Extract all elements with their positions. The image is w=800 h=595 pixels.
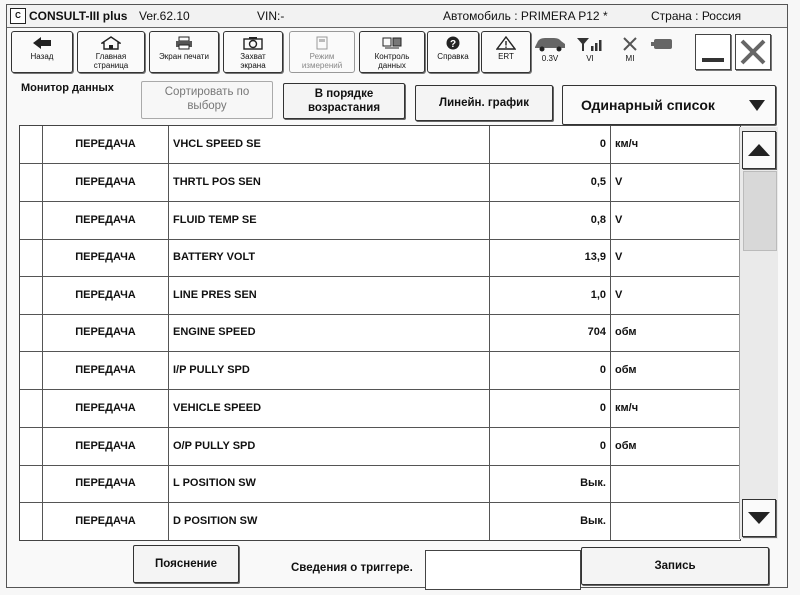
capture-label-1: Захват — [240, 52, 266, 61]
system-group-cell: ПЕРЕДАЧА — [43, 314, 169, 351]
system-group-cell: ПЕРЕДАЧА — [43, 277, 169, 314]
system-group-cell: ПЕРЕДАЧА — [43, 202, 169, 239]
vi-indicator — [573, 34, 607, 70]
scroll-up-button[interactable] — [742, 131, 776, 169]
system-group-cell: ПЕРЕДАЧА — [43, 390, 169, 427]
system-group-cell: ПЕРЕДАЧА — [43, 239, 169, 276]
table-row[interactable] — [20, 503, 740, 541]
record-button[interactable] — [581, 547, 769, 585]
trigger-info-label: Сведения о триггере. — [291, 562, 413, 574]
parameter-name-cell: BATTERY VOLT — [169, 239, 490, 276]
system-group-cell: ПЕРЕДАЧА — [43, 352, 169, 389]
sort-select-label-2: выбору — [187, 100, 227, 112]
app-version: Ver.62.10 — [139, 9, 190, 23]
measure-mode-button[interactable] — [289, 31, 355, 73]
unit-cell: V — [615, 251, 623, 263]
connection-indicator — [647, 34, 681, 70]
table-row[interactable] — [20, 277, 740, 315]
ert-label: ERT — [498, 52, 514, 61]
value-cell: 0 — [486, 352, 611, 389]
scroll-thumb[interactable] — [743, 171, 777, 251]
unit-cell: км/ч — [615, 402, 639, 414]
unit-cell: обм — [615, 364, 637, 376]
system-group-cell: ПЕРЕДАЧА — [43, 164, 169, 201]
row-selector[interactable] — [20, 352, 43, 389]
vi-label: VI — [586, 54, 594, 63]
system-group-cell: ПЕРЕДАЧА — [43, 126, 169, 163]
capture-screen-button[interactable] — [223, 31, 283, 73]
plug-icon — [649, 36, 679, 52]
row-selector[interactable] — [20, 503, 43, 540]
row-selector[interactable] — [20, 126, 43, 163]
unit-cell: V — [615, 176, 623, 188]
ert-button[interactable] — [481, 31, 531, 73]
explain-button[interactable] — [133, 545, 239, 583]
help-icon — [443, 36, 463, 50]
consult-window — [6, 4, 788, 588]
unit-cell: V — [615, 289, 623, 301]
parameter-name-cell: I/P PULLY SPD — [169, 352, 490, 389]
unit-cell: обм — [615, 440, 637, 452]
unit-cell — [612, 503, 735, 540]
table-row[interactable] — [20, 352, 740, 390]
data-control-label-2: данных — [378, 61, 406, 70]
data-control-button[interactable] — [359, 31, 425, 73]
home-label-1: Главная — [95, 52, 127, 61]
svg-text:?: ? — [449, 39, 457, 50]
data-monitor-table — [19, 125, 741, 541]
value-cell: 0 — [486, 390, 611, 427]
home-button[interactable] — [77, 31, 145, 73]
chevron-up-icon — [743, 132, 775, 168]
sort-asc-label-2: возрастания — [307, 102, 381, 114]
row-selector[interactable] — [20, 390, 43, 427]
warning-icon — [496, 36, 516, 50]
home-icon — [101, 36, 121, 50]
row-selector[interactable] — [20, 202, 43, 239]
line-graph-button[interactable] — [415, 85, 553, 121]
table-row[interactable] — [20, 465, 740, 503]
close-button[interactable] — [735, 34, 771, 70]
line-graph-label: Линейн. график — [439, 97, 529, 109]
help-label: Справка — [437, 52, 469, 61]
row-selector[interactable] — [20, 239, 43, 276]
voltage-value: 0.3V — [541, 54, 559, 63]
parameter-name-cell: THRTL POS SEN — [169, 164, 490, 201]
parameter-name-cell: FLUID TEMP SE — [169, 202, 490, 239]
unit-cell: обм — [615, 326, 637, 338]
signal-icon — [575, 36, 605, 52]
value-cell: 0,8 — [486, 202, 611, 239]
help-button[interactable] — [427, 31, 479, 73]
table-row[interactable] — [20, 202, 740, 240]
list-mode-dropdown[interactable] — [562, 85, 776, 125]
row-selector[interactable] — [20, 428, 43, 465]
value-cell: Вык. — [486, 503, 611, 540]
list-mode-value: Одинарный список — [581, 97, 715, 113]
cross-icon — [615, 36, 645, 52]
system-group-cell: ПЕРЕДАЧА — [43, 465, 169, 502]
system-group-cell: ПЕРЕДАЧА — [43, 428, 169, 465]
sort-asc-label-1: В порядке — [314, 88, 374, 100]
sort-select-label-1: Сортировать по — [164, 86, 250, 98]
value-cell: 704 — [486, 314, 611, 351]
system-group-cell: ПЕРЕДАЧА — [43, 503, 169, 540]
table-row[interactable] — [20, 390, 740, 428]
trigger-info-field — [425, 550, 581, 590]
battery-voltage-indicator — [533, 34, 567, 70]
chevron-down-icon — [743, 500, 775, 536]
multimeter-icon — [312, 36, 332, 50]
table-row[interactable] — [20, 314, 740, 352]
row-selector[interactable] — [20, 314, 43, 351]
unit-cell: км/ч — [615, 138, 639, 150]
camera-icon — [243, 36, 263, 50]
row-selector[interactable] — [20, 465, 43, 502]
back-label: Назад — [30, 52, 54, 61]
country-label: Страна : Россия — [651, 9, 742, 23]
parameter-name-cell: L POSITION SW — [169, 465, 490, 502]
print-screen-button[interactable] — [149, 31, 219, 73]
sort-ascending-button[interactable] — [283, 83, 405, 119]
measure-label-2: измерений — [301, 61, 343, 70]
parameter-name-cell: VEHICLE SPEED — [169, 390, 490, 427]
app-name: CONSULT-III plus — [29, 9, 128, 23]
mi-indicator — [613, 34, 647, 70]
capture-label-2: экрана — [240, 61, 266, 70]
home-label-2: страница — [93, 61, 129, 70]
measure-label-1: Режим — [309, 52, 335, 61]
print-screen-label: Экран печати — [159, 52, 209, 61]
table-row[interactable] — [20, 428, 740, 466]
app-logo-icon: C — [10, 8, 26, 24]
value-cell: Вык. — [486, 465, 611, 502]
sort-by-selection-button[interactable] — [141, 81, 273, 119]
parameter-name-cell: ENGINE SPEED — [169, 314, 490, 351]
unit-cell — [612, 465, 735, 502]
value-cell: 0 — [486, 126, 611, 163]
chevron-down-icon — [749, 100, 765, 111]
table-scrollbar[interactable] — [739, 127, 778, 539]
scroll-down-button[interactable] — [742, 499, 776, 537]
toolbar — [7, 28, 787, 76]
value-cell: 0,5 — [486, 164, 611, 201]
printer-icon — [174, 36, 194, 50]
explain-label: Пояснение — [155, 558, 217, 570]
row-selector[interactable] — [20, 277, 43, 314]
value-cell: 0 — [486, 428, 611, 465]
table-row[interactable] — [20, 239, 740, 277]
table-row[interactable] — [20, 126, 740, 164]
parameter-name-cell: VHCL SPEED SE — [169, 126, 490, 163]
car-icon — [533, 36, 567, 52]
parameter-name-cell: O/P PULLY SPD — [169, 428, 490, 465]
unit-cell: V — [615, 214, 623, 226]
title-bar — [7, 5, 787, 28]
back-button[interactable] — [11, 31, 73, 73]
value-cell: 13,9 — [486, 239, 611, 276]
parameter-name-cell: LINE PRES SEN — [169, 277, 490, 314]
value-cell: 1,0 — [486, 277, 611, 314]
vehicle-label: Автомобиль : PRIMERA P12 * — [443, 9, 608, 23]
data-monitor-title: Монитор данных — [21, 82, 114, 94]
mi-label: MI — [625, 54, 635, 63]
minimize-button[interactable] — [695, 34, 731, 70]
minimize-icon — [696, 35, 730, 69]
table-row[interactable] — [20, 164, 740, 202]
close-icon — [736, 35, 770, 69]
record-label: Запись — [654, 560, 696, 572]
parameter-name-cell: D POSITION SW — [169, 503, 490, 540]
vin-label: VIN:- — [257, 9, 285, 23]
row-selector[interactable] — [20, 164, 43, 201]
data-control-label-1: Контроль — [374, 52, 410, 61]
data-control-icon — [382, 36, 402, 50]
arrow-left-icon — [32, 36, 52, 50]
